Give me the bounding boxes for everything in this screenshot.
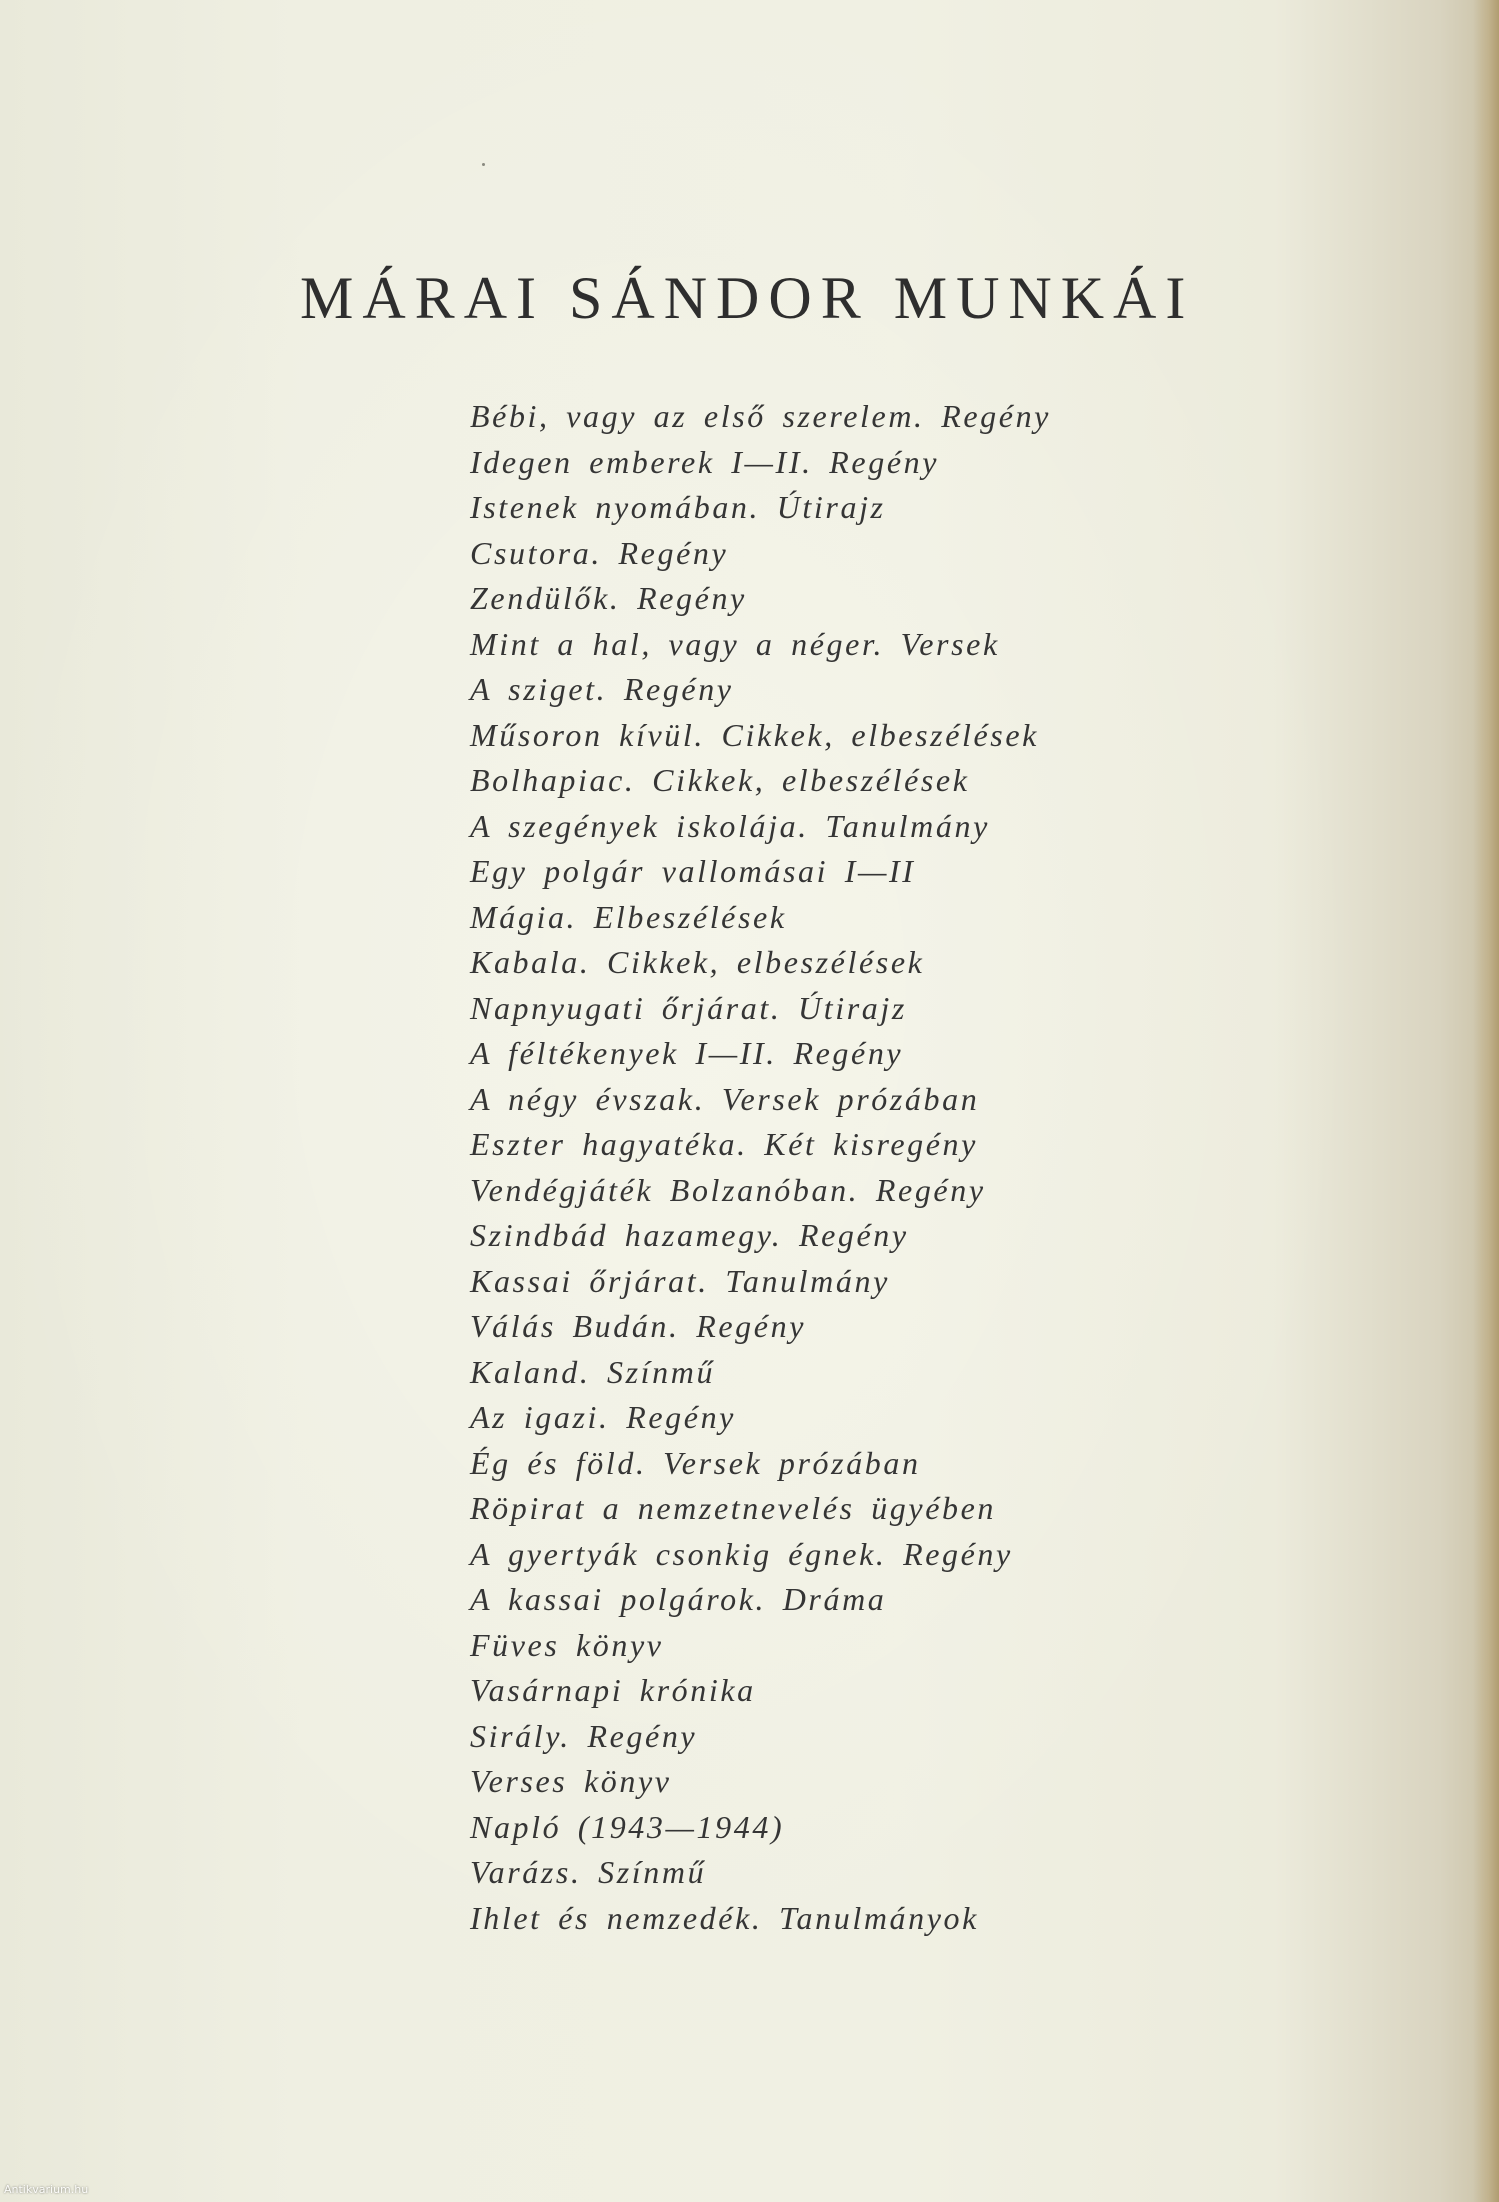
work-item: A gyertyák csonkig égnek. Regény [470, 1535, 1013, 1572]
work-item: A féltékenyek I—II. Regény [470, 1035, 904, 1071]
work-item: Füves könyv [470, 1626, 664, 1663]
page-title: MÁRAI SÁNDOR MUNKÁI [300, 265, 1195, 331]
work-item: Kaland. Színmű [470, 1353, 716, 1390]
work-item: Bolhapiac. Cikkek, elbeszélések [470, 762, 970, 798]
work-item: Bébi, vagy az első szerelem. Regény [470, 398, 1051, 434]
watermark: Antikvarium.hu [4, 2183, 89, 2196]
work-item: Válás Budán. Regény [470, 1308, 806, 1344]
work-item: A szegények iskolája. Tanulmány [470, 807, 990, 844]
work-item: Egy polgár vallomásai I—II [470, 853, 916, 889]
work-item: Napnyugati őrjárat. Útirajz [470, 989, 907, 1026]
work-item: Vasárnapi krónika [470, 1672, 756, 1708]
work-item: Az igazi. Regény [470, 1399, 736, 1435]
work-item: Idegen emberek I—II. Regény [470, 443, 940, 480]
work-item: Kassai őrjárat. Tanulmány [470, 1262, 890, 1299]
work-item: Sirály. Regény [470, 1717, 698, 1754]
work-item: Mint a hal, vagy a néger. Versek [470, 625, 1000, 662]
page-edge-shadow [1473, 0, 1499, 2202]
work-item: Istenek nyomában. Útirajz [470, 489, 886, 525]
work-item: Csutora. Regény [470, 534, 729, 571]
paper-speck [482, 163, 485, 166]
work-item: Eszter hagyatéka. Két kisregény [470, 1126, 978, 1162]
work-item: A kassai polgárok. Dráma [470, 1581, 887, 1617]
work-item: Kabala. Cikkek, elbeszélések [470, 944, 925, 980]
work-item: Műsoron kívül. Cikkek, elbeszélések [470, 716, 1039, 753]
work-item: Mágia. Elbeszélések [470, 898, 787, 935]
work-item: Ihlet és nemzedék. Tanulmányok [470, 1899, 979, 1936]
work-item: Napló (1943—1944) [470, 1808, 785, 1845]
work-item: A sziget. Regény [470, 671, 734, 707]
work-item: Varázs. Színmű [470, 1854, 707, 1890]
work-item: Röpirat a nemzetnevelés ügyében [470, 1490, 997, 1526]
work-item: Verses könyv [470, 1763, 672, 1799]
work-item: Vendégjáték Bolzanóban. Regény [470, 1171, 986, 1208]
work-item: A négy évszak. Versek prózában [470, 1080, 980, 1117]
works-list [470, 394, 1051, 1941]
work-item: Ég és föld. Versek prózában [470, 1444, 921, 1481]
work-item: Szindbád hazamegy. Regény [470, 1217, 909, 1253]
work-item: Zendülők. Regény [470, 580, 747, 616]
